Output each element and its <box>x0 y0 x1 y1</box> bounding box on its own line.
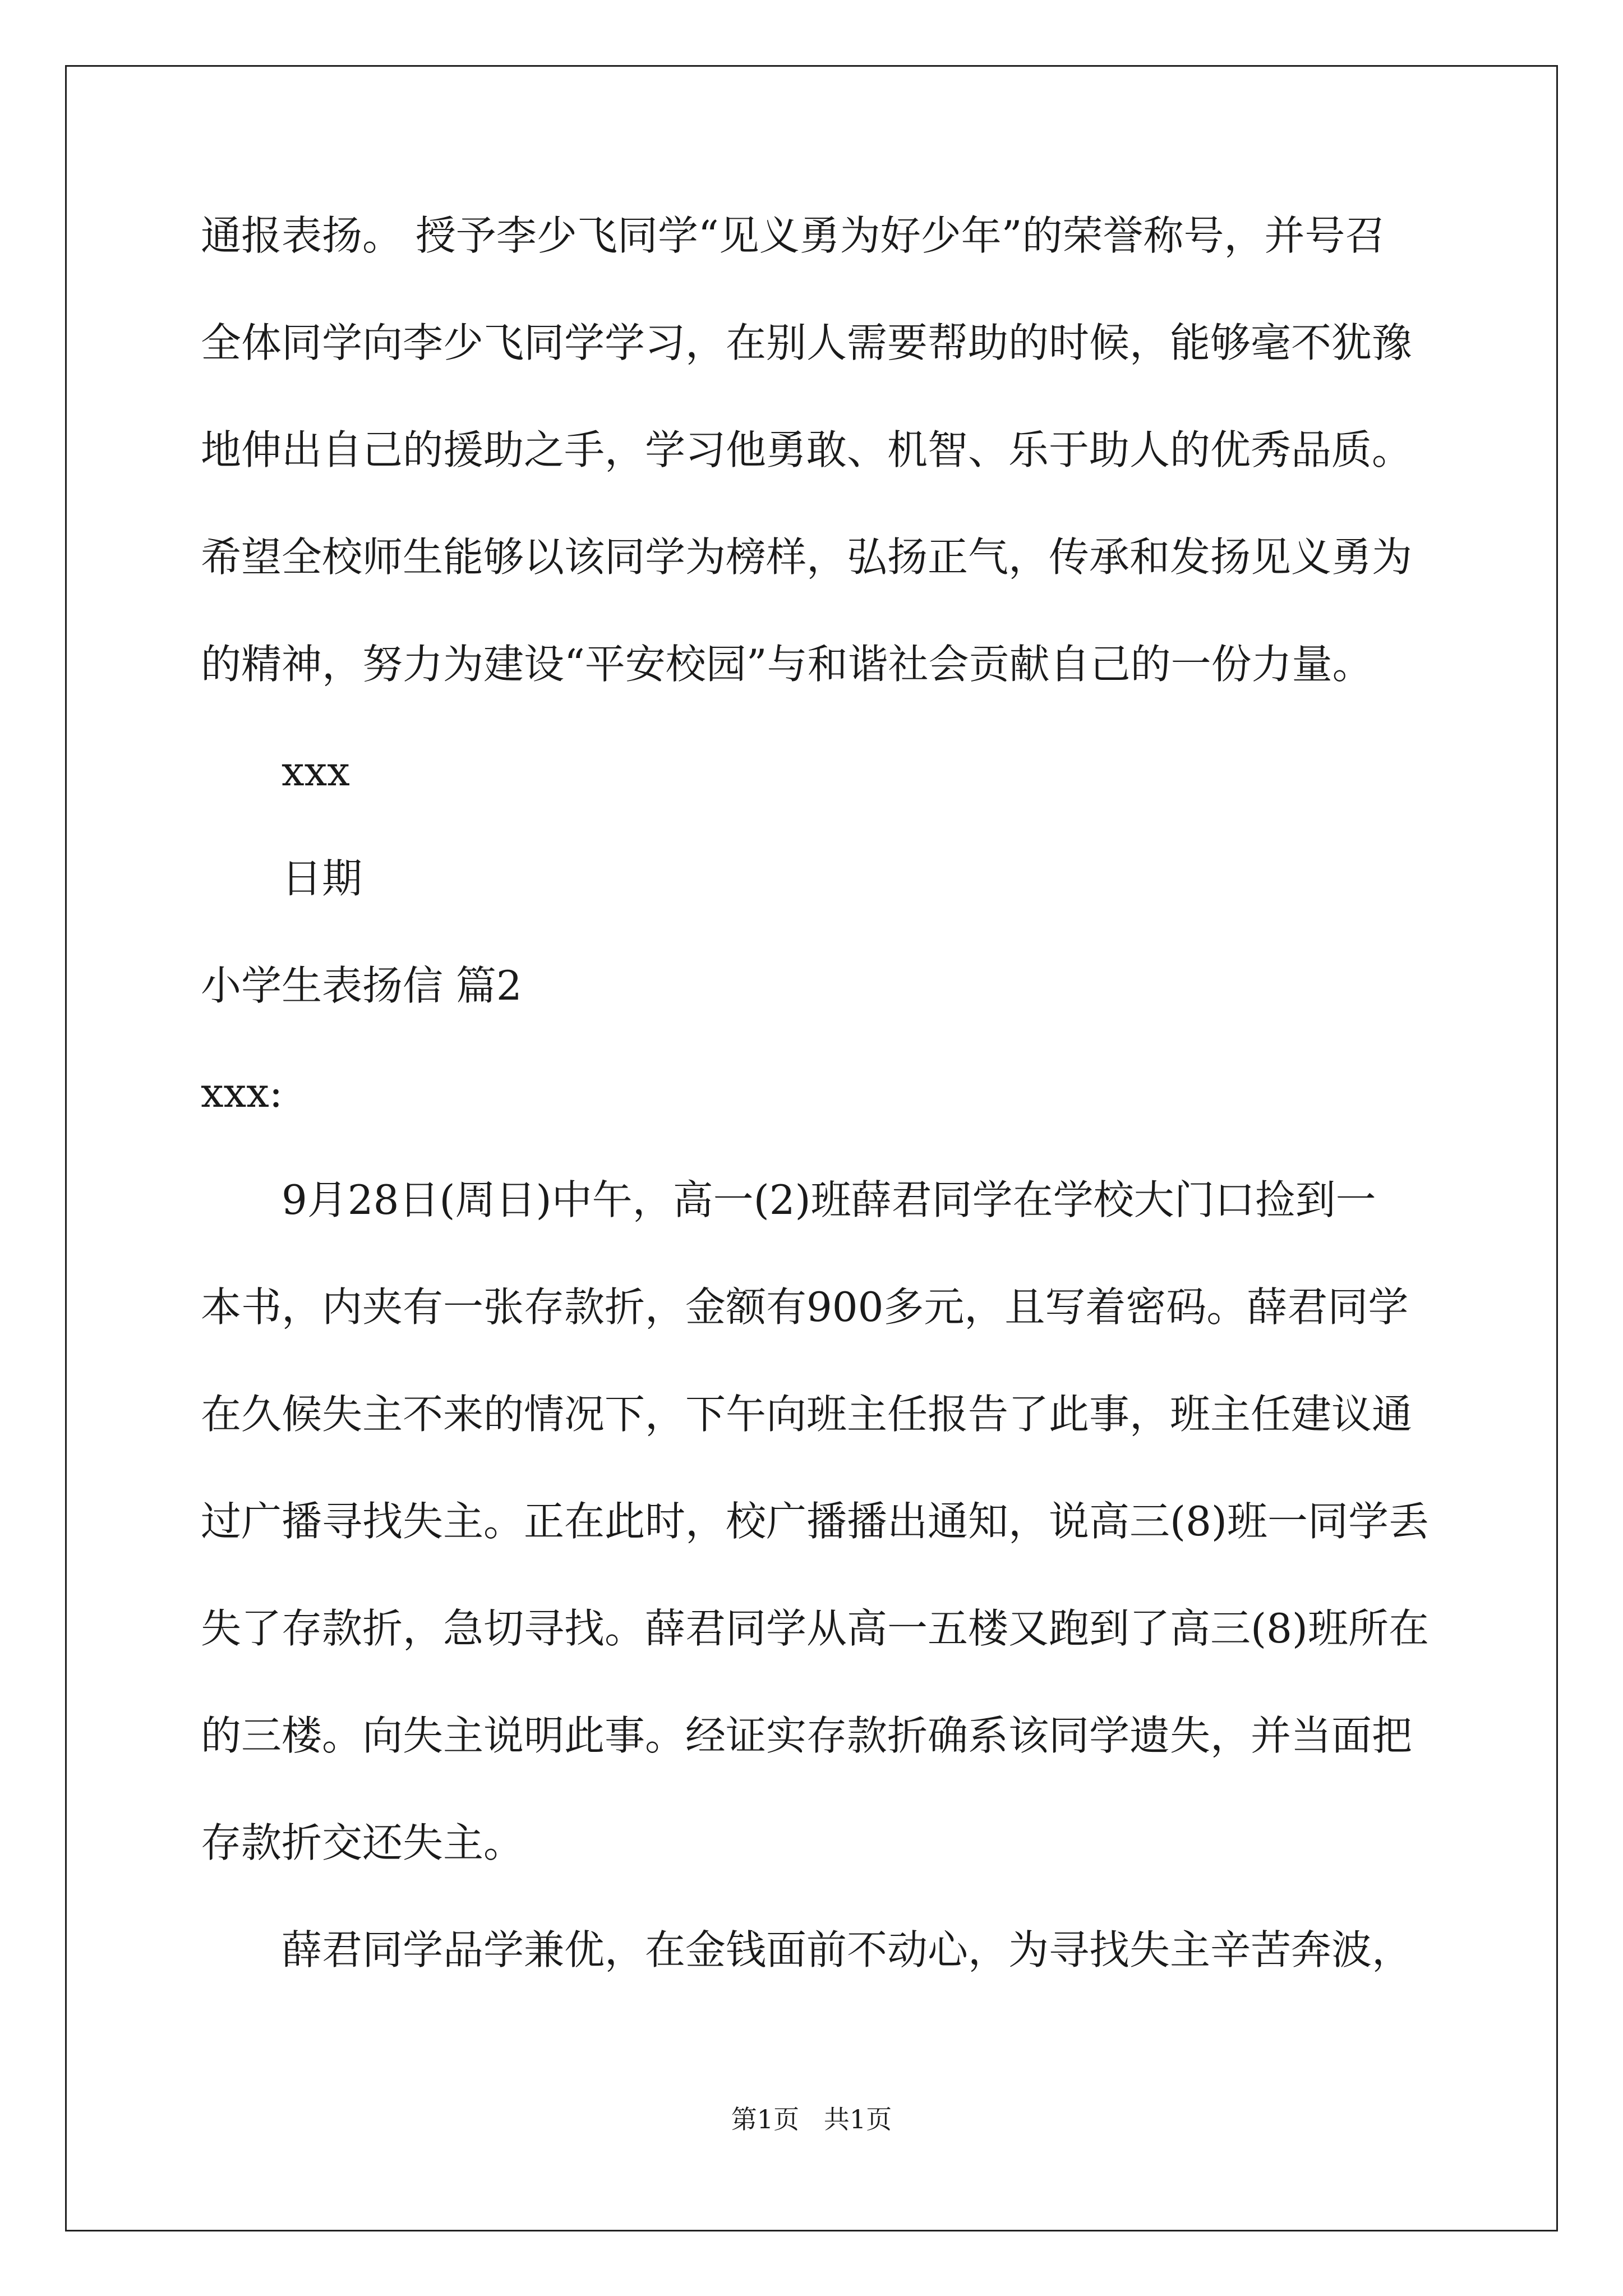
salutation: xxx: <box>201 1069 283 1116</box>
text-line: 本书，内夹有一张存款折，金额有900多元，且写着密码。薛君同学 <box>201 1283 1409 1331</box>
section-title: 小学生表扬信 篇2 <box>201 962 522 1009</box>
text-line: 9月28日(周日)中午，高一(2)班薛君同学在学校大门口捡到一 <box>282 1176 1376 1223</box>
text-line: 地伸出自己的援助之手，学习他勇敢、机智、乐于助人的优秀品质。 <box>201 426 1413 473</box>
page-footer: 第1页 共1页 <box>731 2104 892 2134</box>
text-line: 失了存款折，急切寻找。薛君同学从高一五楼又跑到了高三(8)班所在 <box>201 1605 1429 1652</box>
text-line: 全体同学向李少飞同学学习，在别人需要帮助的时候，能够毫不犹豫 <box>201 319 1413 366</box>
text-line: 通报表扬。 授予李少飞同学“见义勇为好少年”的荣誉称号，并号召 <box>201 212 1386 259</box>
document-body <box>201 208 1435 2029</box>
signature-name: xxx <box>282 748 350 795</box>
text-line: 的三楼。向失主说明此事。经证实存款折确系该同学遗失，并当面把 <box>201 1712 1413 1759</box>
text-line: 的精神，努力为建设“平安校园”与和谐社会贡献自己的一份力量。 <box>201 641 1373 688</box>
text-line: 过广播寻找失主。正在此时，校广播播出通知，说高三(8)班一同学丢 <box>201 1498 1429 1545</box>
text-line: 在久候失主不来的情况下，下午向班主任报告了此事，班主任建议通 <box>201 1391 1413 1438</box>
text-line: 存款折交还失主。 <box>201 1819 524 1866</box>
text-line: 希望全校师生能够以该同学为榜样，弘扬正气，传承和发扬见义勇为 <box>201 533 1413 581</box>
text-line: 薛君同学品学兼优，在金钱面前不动心，为寻找失主辛苦奔波， <box>282 1926 1413 1973</box>
signature-date: 日期 <box>282 855 363 902</box>
